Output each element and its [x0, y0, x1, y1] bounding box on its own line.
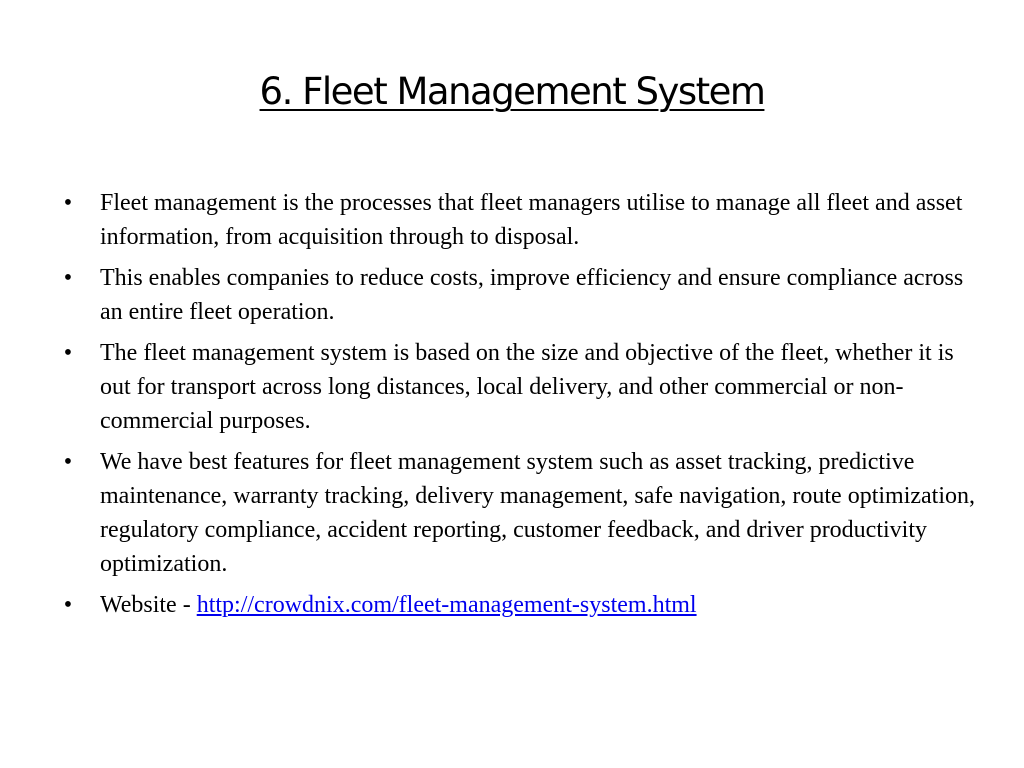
- website-link[interactable]: http://crowdnix.com/fleet-management-system.html: [196, 592, 697, 618]
- bullet-icon: •: [63, 340, 73, 366]
- website-label: Website -: [100, 592, 197, 618]
- bullet-icon: •: [63, 449, 73, 475]
- bullet-item-website: [58, 588, 978, 622]
- bullet-list: [58, 186, 978, 629]
- bullet-item-benefits: [58, 261, 978, 329]
- bullet-item-definition: [58, 186, 978, 254]
- slide-title-text: 6. Fleet Management System: [259, 70, 765, 113]
- bullet-item-system-basis: [58, 336, 978, 438]
- bullet-icon: •: [63, 265, 73, 291]
- bullet-text: The fleet management system is based on the size and objective of the fleet, whether it is out for transport across long distances, local delivery, and other commercial or non-commercial purposes.: [100, 340, 954, 434]
- bullet-item-features: [58, 445, 978, 581]
- bullet-text: We have best features for fleet management system such as asset tracking, predictive maintenance, warranty tracking, delivery management, safe navigation, route optimization, regulatory compliance, accident reporting, customer feedback, and driver productivity optimization.: [100, 449, 976, 577]
- bullet-text: Fleet management is the processes that fleet managers utilise to manage all fleet and asset information, from acquisition through to disposal.: [100, 190, 963, 250]
- bullet-icon: •: [63, 190, 73, 216]
- slide-title: [0, 70, 1024, 113]
- bullet-text: This enables companies to reduce costs, improve efficiency and ensure compliance across an entire fleet operation.: [100, 265, 964, 325]
- bullet-icon: •: [63, 592, 73, 618]
